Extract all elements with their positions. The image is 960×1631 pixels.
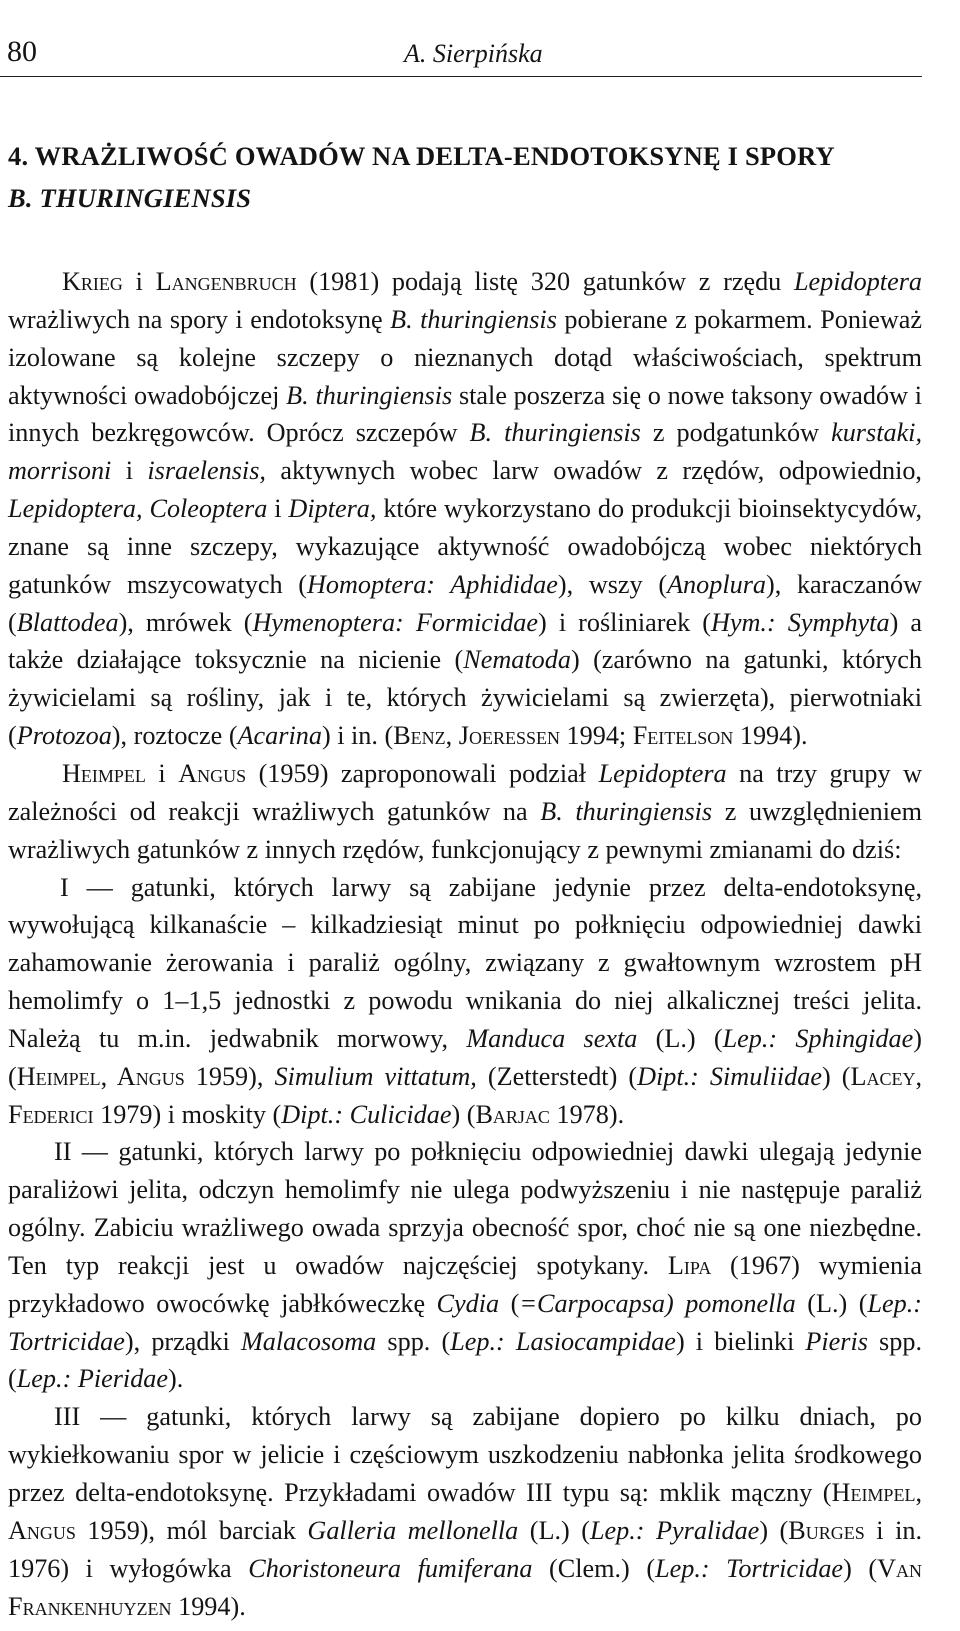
text-run: ), roztocze (: [111, 721, 238, 751]
text-run: 1994).: [171, 1591, 246, 1621]
paragraph-group-ii: [8, 1133, 922, 1398]
text-run: spp. (: [8, 1326, 922, 1394]
running-head-author: A. Sierpińska: [404, 39, 543, 68]
italic-run: Hym.: Symphyta: [710, 607, 890, 637]
italic-run: Dipt.: Simuliidae: [637, 1061, 822, 1091]
italic-run: Blattodea: [16, 607, 119, 637]
page-header: [0, 30, 960, 80]
italic-run: Protozoa: [16, 721, 112, 751]
italic-run: Acarina: [237, 721, 322, 751]
italic-run: Lep.: Lasiocampidae: [450, 1326, 676, 1356]
italic-run: Cydia: [436, 1288, 500, 1318]
body-text: [8, 263, 922, 1625]
text-run: (Zetterstedt) (: [476, 1061, 638, 1091]
italic-run: Pieris: [805, 1326, 868, 1356]
italic-run: Hymenoptera: Formicidae: [252, 607, 539, 637]
text-run: (1959) zaproponowali podział: [246, 758, 599, 788]
author-name: Langenbruch: [155, 267, 297, 296]
italic-run: Dipt.: Culicidae: [281, 1099, 452, 1129]
text-run: ), wszy (: [557, 569, 668, 599]
italic-run: B. thuringiensis: [390, 304, 557, 334]
italic-run: israelensis,: [147, 456, 266, 486]
text-run: 1979) i moskity (: [93, 1099, 282, 1129]
italic-run: Lep.: Pieridae: [16, 1364, 169, 1394]
text-run: 1959), mól barciak: [75, 1515, 308, 1545]
text-run: II — gatunki, których larwy po połknięciu odpowiedniej dawki ulegają jedynie paraliżowi jelita, odczyn hemolimfy nie ulega podwyższeniu i nie następuje paraliż ogólny. Zabiciu wrażliwego owada sprzyja obecność spor, choć nie są one niezbędne. Ten typ reakcji jest u owadów najczęściej spotykany.: [8, 1137, 922, 1280]
section-heading-line2: B. THURINGIENSIS: [8, 183, 252, 213]
text-run: (1967) wymienia przykładowo owocówkę jabłkóweczkę: [8, 1250, 922, 1318]
text-run: z podgatunków: [640, 418, 832, 448]
text-run: ) i in. (: [321, 721, 394, 751]
text-run: stale poszerza się o nowe taksony owadów i innych bezkręgowców. Oprócz szczepów: [8, 380, 923, 448]
author-name: Angus: [178, 758, 247, 788]
text-run: ), mrówek (: [118, 607, 253, 637]
text-run: ) (: [821, 1061, 851, 1091]
author-name: Lacey, Federici: [8, 1061, 922, 1129]
italic-run: Manduca sexta: [466, 1023, 638, 1053]
text-run: ).: [168, 1364, 184, 1394]
text-run: (L.) (: [518, 1515, 590, 1545]
text-run: z uwzględnieniem wrażliwych gatunków z innych rzędów, funkcjonujący z pewnymi zmianami do dziś:: [8, 796, 923, 864]
text-run: 1959),: [184, 1061, 275, 1091]
italic-run: Lepidoptera: [598, 758, 727, 788]
italic-run: Diptera,: [288, 494, 377, 524]
text-run: i: [122, 267, 156, 296]
italic-run: Galleria mellonella: [307, 1515, 519, 1545]
author-name: Heimpel: [62, 758, 146, 788]
italic-run: Lep.: Tortricidae: [8, 1288, 922, 1356]
text-run: które wykorzystano do produkcji bioinsektycydów, znane są inne szczepy, wykazujące aktywność owadobójczą wobec niektórych gatunków mszycowatych (: [8, 494, 922, 599]
text-run: III — gatunki, których larwy są zabijane dopiero po kilku dniach, po wykiełkowaniu spor w jelicie i częściowym uszkodzeniu nabłonka jelita środkowego przez delta-endotoksynę. Przykładami owadów III typu są: mklik mączny (: [8, 1402, 922, 1507]
text-run: 1994).: [733, 721, 808, 751]
text-run: wrażliwych na spory i endotoksynę: [8, 304, 391, 334]
text-run: spp. (: [376, 1326, 451, 1356]
italic-run: kurstaki, morrisoni: [8, 418, 923, 486]
author-name: Feitelson: [632, 721, 734, 751]
author-name: Heimpel, Angus: [8, 1478, 922, 1545]
text-run: ) (: [8, 1023, 922, 1091]
italic-run: Lepidoptera: [793, 267, 922, 296]
italic-run: B. thuringiensis: [469, 418, 641, 448]
paragraph-krieg-langenbruch: [8, 263, 922, 755]
text-run: ) i rośliniarek (: [538, 607, 711, 637]
author-name: Krieg: [62, 267, 123, 296]
italic-run: Lep.: Sphingidae: [722, 1023, 914, 1053]
author-name: Burges: [788, 1515, 865, 1545]
italic-run: B. thuringiensis: [286, 380, 453, 410]
italic-run: Homoptera: Aphididae: [307, 569, 558, 599]
text-run: (L.) (: [795, 1288, 868, 1318]
text-run: i: [267, 494, 289, 524]
italic-run: Lepidoptera, Coleoptera: [8, 494, 268, 524]
text-run: pobierane z pokarmem. Ponieważ izolowane są kolejne szczepy o nieznanych dotąd właściwościach, spektrum aktywności owadobójczej: [8, 304, 922, 410]
paragraph-group-i: [8, 869, 922, 1134]
text-run: i in. 1976) i wyłogówka: [8, 1515, 922, 1583]
italic-run: Nematoda: [463, 645, 571, 675]
text-run: (Clem.) (: [532, 1553, 656, 1583]
text-run: 1978).: [549, 1099, 625, 1129]
text-run: ) a także działające toksycznie na nicienie (: [8, 607, 922, 675]
paragraph-group-iii: [8, 1398, 922, 1625]
italic-run: Lep.: Pyralidae: [589, 1515, 760, 1545]
text-run: (1981) podają listę 320 gatunków z rzędu: [296, 267, 794, 296]
italic-run: Lep.: Tortricidae: [655, 1553, 844, 1583]
section-heading-line1: 4. WRAŻLIWOŚĆ OWADÓW NA DELTA-ENDOTOKSYNĘ I SPORY: [8, 141, 835, 171]
page-number: 80: [7, 35, 37, 68]
text-run: (: [499, 1288, 520, 1318]
italic-run: =Carpocapsa) pomonella: [519, 1288, 796, 1318]
text-run: ) (zarówno na gatunki, których żywicielami są rośliny, jak i te, których żywicielami są zwierzęta), pierwotniaki (: [8, 645, 922, 751]
section-heading: [8, 135, 908, 219]
italic-run: Anoplura: [667, 569, 766, 599]
text-run: ) (: [759, 1515, 789, 1545]
text-run: ), karaczanów (: [8, 569, 922, 637]
author-name: Lipa: [667, 1250, 712, 1280]
text-run: ) i bielinki: [675, 1326, 806, 1356]
italic-run: Choristoneura fumiferana: [248, 1553, 533, 1583]
text-run: (L.) (: [637, 1023, 723, 1053]
paragraph-heimpel-angus: [8, 755, 922, 869]
italic-run: Simulium vittatum,: [274, 1061, 477, 1091]
header-rule: [0, 76, 922, 77]
author-name: Benz, Joeressen: [393, 721, 560, 751]
author-name: Van Frankenhuyzen: [8, 1553, 922, 1621]
text-run: aktywnych wobec larw owadów z rzędów, odpowiednio,: [265, 456, 922, 486]
text-run: 1994;: [559, 721, 633, 751]
text-run: i: [145, 758, 179, 788]
text-run: i: [111, 456, 148, 486]
text-run: ), prządki: [124, 1326, 241, 1356]
text-run: na trzy grupy w zależności od reakcji wrażliwych gatunków na: [8, 758, 922, 826]
author-name: Barjac: [475, 1099, 550, 1129]
text-run: I — gatunki, których larwy są zabijane jedynie przez delta-endotoksynę, wywołującą kilkanaście – kilkadziesiąt minut po połknięciu odpowiedniej dawki zahamowanie żerowania i paraliż ogólny, związany z gwałtownym wzrostem pH hemolimfy o 1–1,5 jednostki z powodu wnikania do niej alkalicznej treści jelita. Należą tu m.in. jedwabnik morwowy,: [8, 872, 922, 1053]
text-run: ) (: [451, 1099, 476, 1129]
italic-run: Malacosoma: [240, 1326, 377, 1356]
author-name: Heimpel, Angus: [16, 1061, 185, 1091]
text-run: ) (: [843, 1553, 878, 1583]
italic-run: B. thuringiensis: [540, 796, 713, 826]
